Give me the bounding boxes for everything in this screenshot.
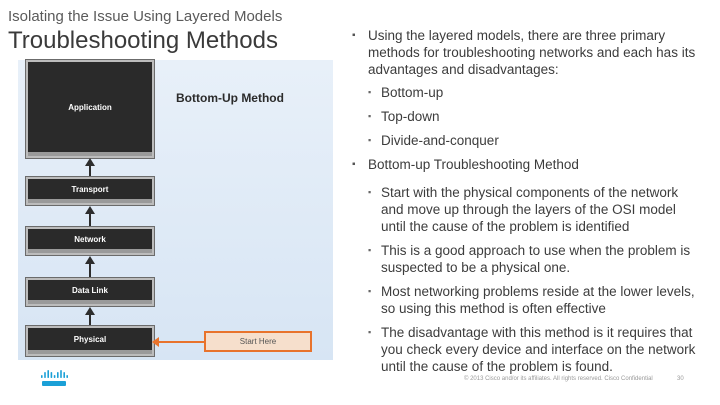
point-text: Most networking problems reside at the lower levels, so using this method is often effective [381,284,695,316]
section-title: Bottom-up Troubleshooting Method [368,157,579,172]
start-here-label: Start Here [239,337,277,346]
content-column [352,27,702,382]
layer-label: Transport [71,184,109,194]
layer-data-link [26,278,154,306]
bottom-up-diagram [18,60,333,360]
page-number: 30 [677,376,684,382]
slide-subtitle: Isolating the Issue Using Layered Models [8,8,283,25]
bullet-square-icon: ▪ [352,159,356,170]
sub-bullet-method [352,84,702,101]
arrow-up [89,213,91,228]
point-text: This is a good approach to use when the problem is suspected to be a physical one. [381,243,691,275]
sub-bullet-point [352,184,702,235]
point-text: The disadvantage with this method is it requires that you check every device and interface on the network until the cause of the problem is found. [381,325,696,374]
bullet-square-icon: ▪ [368,245,372,255]
layer-transport [26,177,154,205]
start-here-arrow [158,341,204,343]
layer-label: Application [68,102,112,112]
bullet-square-icon: ▪ [368,135,372,145]
bullet-square-icon: ▪ [368,286,372,296]
sub-bullet-point [352,283,702,317]
layer-network [26,227,154,255]
method-label: Bottom-Up Method [176,91,284,105]
sub-bullet-method [352,132,702,149]
method-text: Divide-and-conquer [381,133,499,148]
slide-title: Troubleshooting Methods [8,27,278,54]
layer-physical [26,326,154,356]
method-text: Bottom-up [381,85,444,100]
bullet-square-icon: ▪ [368,111,372,121]
bullet-square-icon: ▪ [368,187,372,197]
sub-bullet-point [352,242,702,276]
footer-copyright: © 2013 Cisco and/or its affiliates. All rights reserved. Cisco Confidential [464,376,653,382]
sub-bullet-point [352,324,702,375]
start-here-box [204,331,312,352]
bullet-square-icon: ▪ [352,30,356,41]
bullet-section-title [352,156,702,173]
bullet-intro [352,27,702,78]
layer-label: Data Link [71,285,108,295]
layer-label: Physical [73,334,107,344]
layer-label: Network [74,234,106,244]
arrow-up [89,263,91,278]
bullet-square-icon: ▪ [368,327,372,337]
intro-text: Using the layered models, there are three primary methods for troubleshooting networks and each has its advantages and disadvantages: [368,28,696,77]
layer-application [26,60,154,158]
sub-bullet-method [352,108,702,125]
point-text: Start with the physical components of the network and move up through the layers of the OSI model until the cause of the problem is identified [381,185,679,234]
method-text: Top-down [381,109,440,124]
bullet-square-icon: ▪ [368,87,372,97]
cisco-logo-icon [40,370,68,388]
